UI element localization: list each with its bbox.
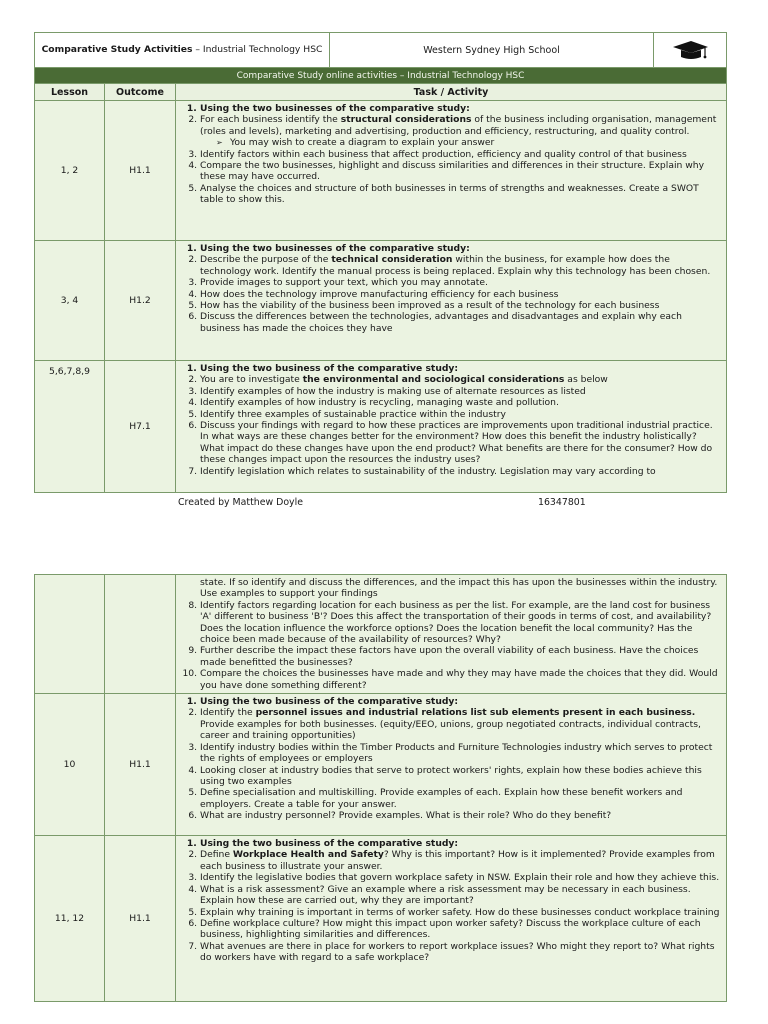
task-item (200, 300, 720, 311)
column-header-task: Task / Activity (176, 84, 727, 101)
table-row (35, 694, 727, 836)
task-list (180, 363, 720, 477)
task-text: Identify the legislative bodies that govern workplace safety in NSW. Explain their role and how they achieve this. (200, 872, 720, 884)
task-item (200, 277, 720, 288)
task-item (200, 600, 720, 646)
header-row (35, 33, 727, 68)
table-row (35, 361, 727, 493)
task-cell (176, 694, 727, 836)
task-text: Compare the two businesses, highlight and discuss similarities and differences in their structure. Explain why these may have occurred. (200, 160, 705, 183)
task-text: Define workplace culture? How might this impact upon worker safety? Discuss the workplace culture of each business, highlighting similarities and differences. (200, 917, 701, 941)
task-text: Identify three examples of sustainable practice within the industry (200, 408, 506, 420)
table-row (35, 101, 727, 241)
task-item (200, 907, 720, 918)
task-text: Explain why training is important in terms of worker safety. How do these businesses conduct workplace training (200, 906, 720, 918)
table-row (35, 836, 727, 1002)
task-text: Provide images to support your text, which you may annotate. (200, 277, 488, 289)
outcome-cell: H1.2 (105, 241, 176, 361)
task-text: Looking closer at industry bodies that serve to protect workers' rights, explain how these bodies achieve this using two examples (200, 764, 702, 787)
task-text: For each business identify the (200, 114, 341, 126)
task-item (200, 838, 720, 849)
task-item (200, 765, 720, 788)
task-item (200, 160, 720, 183)
task-item (200, 466, 720, 477)
column-header-outcome: Outcome (105, 84, 176, 101)
task-item (200, 787, 720, 810)
task-text: within the business, for example how does the technology work. Identify the manual process is being replaced. Explain why this technology has been chosen. (200, 254, 711, 277)
task-item (200, 742, 720, 765)
task-item (200, 114, 720, 148)
task-item (200, 289, 720, 300)
task-text: What are industry personnel? Provide examples. What is their role? Who do they benefit? (200, 810, 612, 822)
task-sub-item: ➢ You may wish to create a diagram to explain your answer (230, 137, 720, 148)
task-item (200, 386, 720, 397)
table-row-continued (35, 575, 727, 694)
task-cell (176, 836, 727, 1002)
task-item (200, 409, 720, 420)
task-text: Provide examples for both businesses. (equity/EEO, unions, group negotiated contracts, individual contracts, career and training opportunities) (200, 718, 701, 742)
task-text: as below (564, 374, 608, 386)
task-text: of the business including organisation, management (roles and levels), marketing and advertising, production and efficiency, restructuring, and quality control. (200, 114, 717, 137)
task-item (200, 420, 720, 466)
task-heading: Using the two businesses of the comparative study: (200, 103, 470, 114)
task-text: ? Why is this important? How is it implemented? Provide examples from each business to illustrate your answer. (200, 849, 715, 872)
task-cell (176, 101, 727, 241)
task-text: Identify factors within each business that affect production, efficiency and quality control of that business (200, 148, 687, 160)
outcome-cell (105, 575, 176, 694)
task-text: Identify examples of how industry is recycling, managing waste and pollution. (200, 397, 559, 409)
graduation-cap-icon (670, 39, 710, 61)
task-text: Further describe the impact these factors have upon the overall viability of each business. Have the choices made benefitted the businesses? (200, 645, 699, 668)
task-heading: Using the two business of the comparative study: (200, 363, 459, 374)
task-item (200, 872, 720, 883)
task-text: Discuss the differences between the technologies, advantages and disadvantages and explain why each business has made the choices they have (200, 311, 682, 334)
task-text: What is a risk assessment? Give an example where a risk assessment may be necessary in each business. Explain how these are carried out, why they are important? (200, 883, 691, 907)
task-item (200, 254, 720, 277)
task-item (200, 696, 720, 707)
task-text: You are to investigate (200, 374, 303, 386)
activities-table-page-2 (34, 574, 727, 1002)
task-text: Identify examples of how the industry is making use of alternate resources as listed (200, 385, 586, 397)
outcome-cell: H7.1 (105, 361, 176, 493)
lesson-cell (35, 575, 105, 694)
title-rest: – Industrial Technology HSC (192, 44, 323, 55)
school-name: Western Sydney High School (330, 33, 654, 68)
logo-cell (654, 33, 727, 68)
outcome-cell: H1.1 (105, 694, 176, 836)
task-item (200, 645, 720, 668)
lesson-cell: 3, 4 (35, 241, 105, 361)
task-text: Discuss your findings with regard to how these practices are improvements upon traditional industrial practice. In what ways are these changes better for the environment? How does this benefit the industry holistically? What impact do these changes have upon the end product? What benefits are there for the consumer? How do these changes impact upon the resources the industry uses? (200, 420, 713, 466)
task-bold-term: Workplace Health and Safety (232, 849, 384, 861)
page-footer (34, 497, 726, 513)
task-item (200, 668, 720, 691)
continued-text: state. If so identify and discuss the differences, and the impact this has upon the businesses within the industry. Use examples to support your findings (200, 577, 718, 600)
task-item (200, 918, 720, 941)
task-text: How does the technology improve manufacturing efficiency for each business (200, 288, 559, 300)
footer-creator: Created by Matthew Doyle (178, 497, 303, 508)
task-item (200, 810, 720, 821)
task-list (180, 600, 720, 691)
task-bold-term: personnel issues and industrial relations list sub elements present in each business. (255, 707, 696, 719)
task-item (200, 884, 720, 907)
task-item (200, 311, 720, 334)
task-item (200, 183, 720, 206)
lesson-cell: 10 (35, 694, 105, 836)
lesson-cell: 1, 2 (35, 101, 105, 241)
footer-id: 16347801 (538, 497, 586, 508)
task-cell (176, 241, 727, 361)
task-text: How has the viability of the business been improved as a result of the technology for each business (200, 300, 660, 312)
task-text: Describe the purpose of the (200, 254, 332, 266)
banner: Comparative Study online activities – Industrial Technology HSC (35, 68, 727, 84)
task-text: Define specialisation and multiskilling. Provide examples of each. Explain how these benefit workers and employers. Create a table for your answer. (200, 787, 683, 810)
task-item (200, 149, 720, 160)
activities-table-page-1 (34, 32, 727, 493)
title-bold: Comparative Study Activities (41, 44, 193, 55)
task-cell (176, 575, 727, 694)
document-title (35, 33, 330, 68)
task-sub-list (200, 137, 720, 148)
outcome-cell: H1.1 (105, 101, 176, 241)
task-text: Identify the (200, 707, 256, 719)
task-item (200, 707, 720, 741)
task-list (180, 696, 720, 821)
task-bold-term: the environmental and sociological considerations (302, 374, 565, 386)
table-row (35, 241, 727, 361)
task-item (200, 363, 720, 374)
task-text: What avenues are there in place for workers to report workplace issues? Who might they report to? What rights do workers have with regard to a safe workplace? (200, 940, 715, 964)
task-list (180, 103, 720, 206)
task-heading: Using the two business of the comparative study: (200, 696, 459, 708)
task-item (200, 243, 720, 254)
task-list (180, 243, 720, 334)
lesson-cell: 11, 12 (35, 836, 105, 1002)
column-headers (35, 84, 727, 101)
task-text: Define (200, 849, 233, 861)
task-cell (176, 361, 727, 493)
task-bold-term: structural considerations (340, 114, 472, 126)
task-bold-term: technical consideration (331, 254, 453, 266)
document-page-2 (34, 574, 726, 1002)
document-page-1 (34, 32, 726, 513)
task-text: Identify industry bodies within the Timber Products and Furniture Technologies industry which serves to protect the rights of employees or employers (200, 741, 713, 765)
task-text: Compare the choices the businesses have made and why they may have made the choices that they did. Would you have done something different? (200, 668, 718, 691)
outcome-cell: H1.1 (105, 836, 176, 1002)
task-item (200, 849, 720, 872)
task-text: Identify factors regarding location for each business as per the list. For example, are the land cost for business 'A' different to business 'B'? Does this affect the transportation of their goods in terms of cost, and availability? Does the location influence the workforce options? Does the location benefit the local community? Has the choice been made because of the availability of resources? Why? (200, 599, 712, 646)
column-header-lesson: Lesson (35, 84, 105, 101)
task-item (200, 374, 720, 385)
task-heading: Using the two businesses of the comparative study: (200, 243, 470, 254)
lesson-cell: 5,6,7,8,9 (35, 361, 105, 493)
task-item (200, 397, 720, 408)
task-heading: Using the two business of the comparative study: (200, 838, 459, 850)
task-list (180, 838, 720, 963)
task-text: Analyse the choices and structure of both businesses in terms of strengths and weaknesses. Create a SWOT table to show this. (200, 182, 699, 206)
task-text: Identify legislation which relates to sustainability of the industry. Legislation may vary according to (200, 465, 656, 477)
task-item (200, 941, 720, 964)
task-item (200, 103, 720, 114)
